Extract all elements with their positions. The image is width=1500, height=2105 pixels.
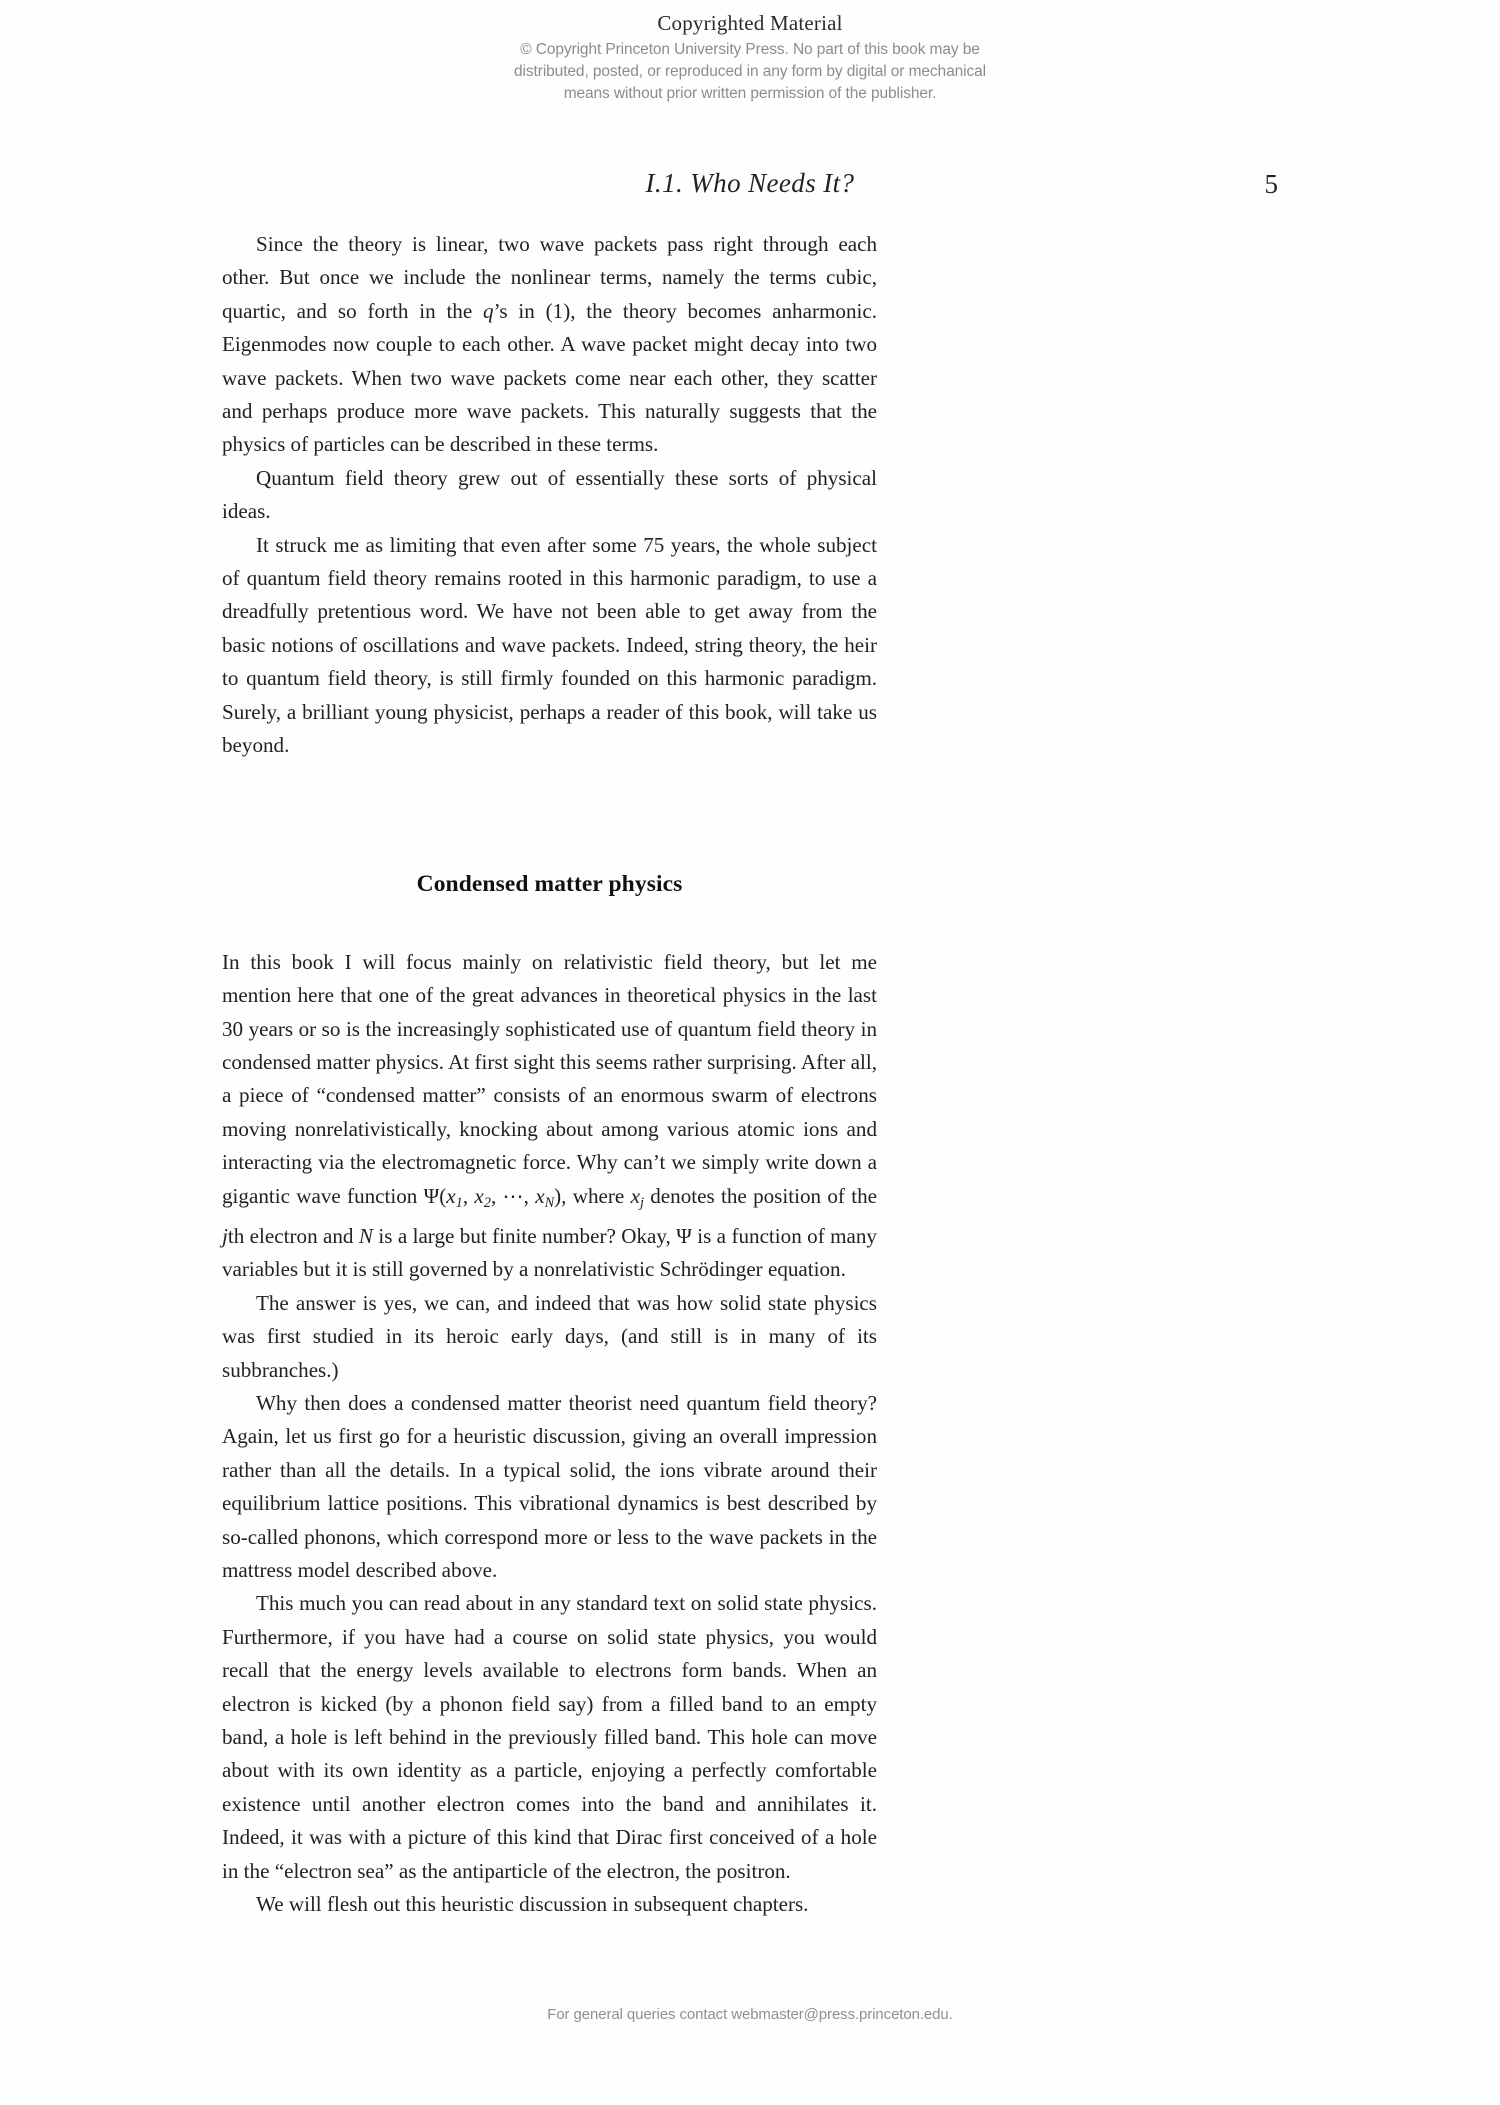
paragraph-2: Quantum field theory grew out of essentially these sorts of physical ideas. [222,465,877,524]
paragraph-4-text-e: is a large but finite number? Okay, [372,1223,677,1248]
math-sub-j: j [639,1194,644,1211]
paragraph-4-text-c: denotes the position of the [643,1183,877,1208]
copyright-header [0,12,1500,105]
copyright-notice-line-3: means without prior written permission of the publisher. [563,85,937,103]
math-x-N: x [535,1183,545,1208]
paragraph-4-text-b: , where [561,1183,631,1208]
math-comma-1: , [462,1183,475,1208]
heading-spacer-bottom [222,898,877,946]
paragraph-4-text-a: In this book I will focus mainly on relativistic field theory, but let me mention here that one of the great advances in theoretical physics in the last 30 years or so is the increasingly sophisticated use of quantum field theory in condensed matter physics. At first sight this seems rather surprising. After all, a piece of “condensed matter” consists of an enormous swarm of electrons moving nonrelativistically, knocking about among various atomic ions and interacting via the electromagnetic force. Why can’t we simply write down a gigantic wave function [222,949,877,1208]
math-comma-2: , [490,1183,503,1208]
math-ellipsis: ⋯ [502,1183,524,1208]
math-psi-1: Ψ [423,1183,440,1208]
math-j-italic: j [222,1223,228,1248]
paragraph-6: Why then does a condensed matter theorist need quantum field theory? Again, let us first go for a heuristic discussion, giving an overall impression rather than all the details. In a typical solid, the ions vibrate around their equilibrium lattice positions. This vibrational dynamics is best described by so-called phonons, which correspond more or less to the wave packets in the mattress model described above. [222,1390,877,1583]
math-sub-2: 2 [483,1194,491,1211]
paragraph-3: It struck me as limiting that even after some 75 years, the whole subject of quantum field theory remains rooted in this harmonic paradigm, to use a dreadfully pretentious word. We have not been able to get away from the basic notions of oscillations and wave packets. Indeed, string theory, the heir to quantum field theory, is still firmly founded on this harmonic paradigm. Surely, a brilliant young physicist, perhaps a reader of this book, will take us beyond. [222,532,877,758]
math-x-1: x [446,1183,456,1208]
paragraph-1-text-b: ’s in (1), the theory becomes anharmonic. Eigenmodes now couple to each other. A wave packet might decay into two wave packets. When two wave packets come near each other, they scatter and perhaps produce more wave packets. This naturally suggests that the physics of particles can be described in these terms. [222,298,877,457]
paragraph-1 [222,228,877,462]
math-sub-1: 1 [455,1194,463,1211]
paragraph-5: The answer is yes, we can, and indeed that was how solid state physics was first studied in its heroic early days, (and still is in many of its subbranches.) [222,1290,877,1382]
section-heading-condensed-matter-physics: Condensed matter physics [416,870,683,897]
copyright-notice-line-2: distributed, posted, or reproduced in any form by digital or mechanical [514,63,986,81]
footer-queries-note: For general queries contact webmaster@press.princeton.edu. [547,2006,953,2023]
running-head [222,168,1278,202]
math-close-paren: ) [554,1183,562,1208]
copyright-notice [0,39,1500,105]
paragraph-4-text-f: is a function of many variables but it is still governed by a nonrelativistic Schrödinger equation. [222,1223,877,1282]
math-x-2: x [474,1183,484,1208]
copyrighted-material-watermark: Copyrighted Material [657,11,843,35]
running-head-title: I.1. Who Needs It? [645,168,855,198]
math-psi-2: Ψ [676,1223,692,1248]
paragraph-8: We will flesh out this heuristic discussion in subsequent chapters. [256,1892,809,1917]
paragraph-4-text-d: th electron and [227,1223,359,1248]
math-comma-3: , [523,1183,536,1208]
math-x-j: x [630,1183,640,1208]
paragraph-4 [222,946,877,1287]
paragraph-1-text-a: Since the theory is linear, two wave packets pass right through each other. But once we include the nonlinear terms, namely the terms cubic, quartic, and so forth in the [222,232,877,323]
page-number: 5 [1264,169,1278,199]
math-q: q [483,298,494,323]
math-N-italic: N [358,1223,373,1248]
body-text-column [222,228,877,1921]
copyright-notice-line-1: © Copyright Princeton University Press. No part of this book may be [520,41,980,59]
math-open-paren: ( [439,1183,447,1208]
heading-spacer-top [222,763,877,870]
math-sub-N: N [544,1194,555,1211]
paragraph-7: This much you can read about in any standard text on solid state physics. Furthermore, if you have had a course on solid state physics, you would recall that the energy levels available to electrons form bands. When an electron is kicked (by a phonon field say) from a filled band to an empty band, a hole is left behind in the previously filled band. This hole can move about with its own identity as a particle, enjoying a perfectly comfortable existence until another electron comes into the band and annihilates it. Indeed, it was with a picture of this kind that Dirac first conceived of a hole in the “electron sea” as the antiparticle of the electron, the positron. [222,1591,877,1883]
